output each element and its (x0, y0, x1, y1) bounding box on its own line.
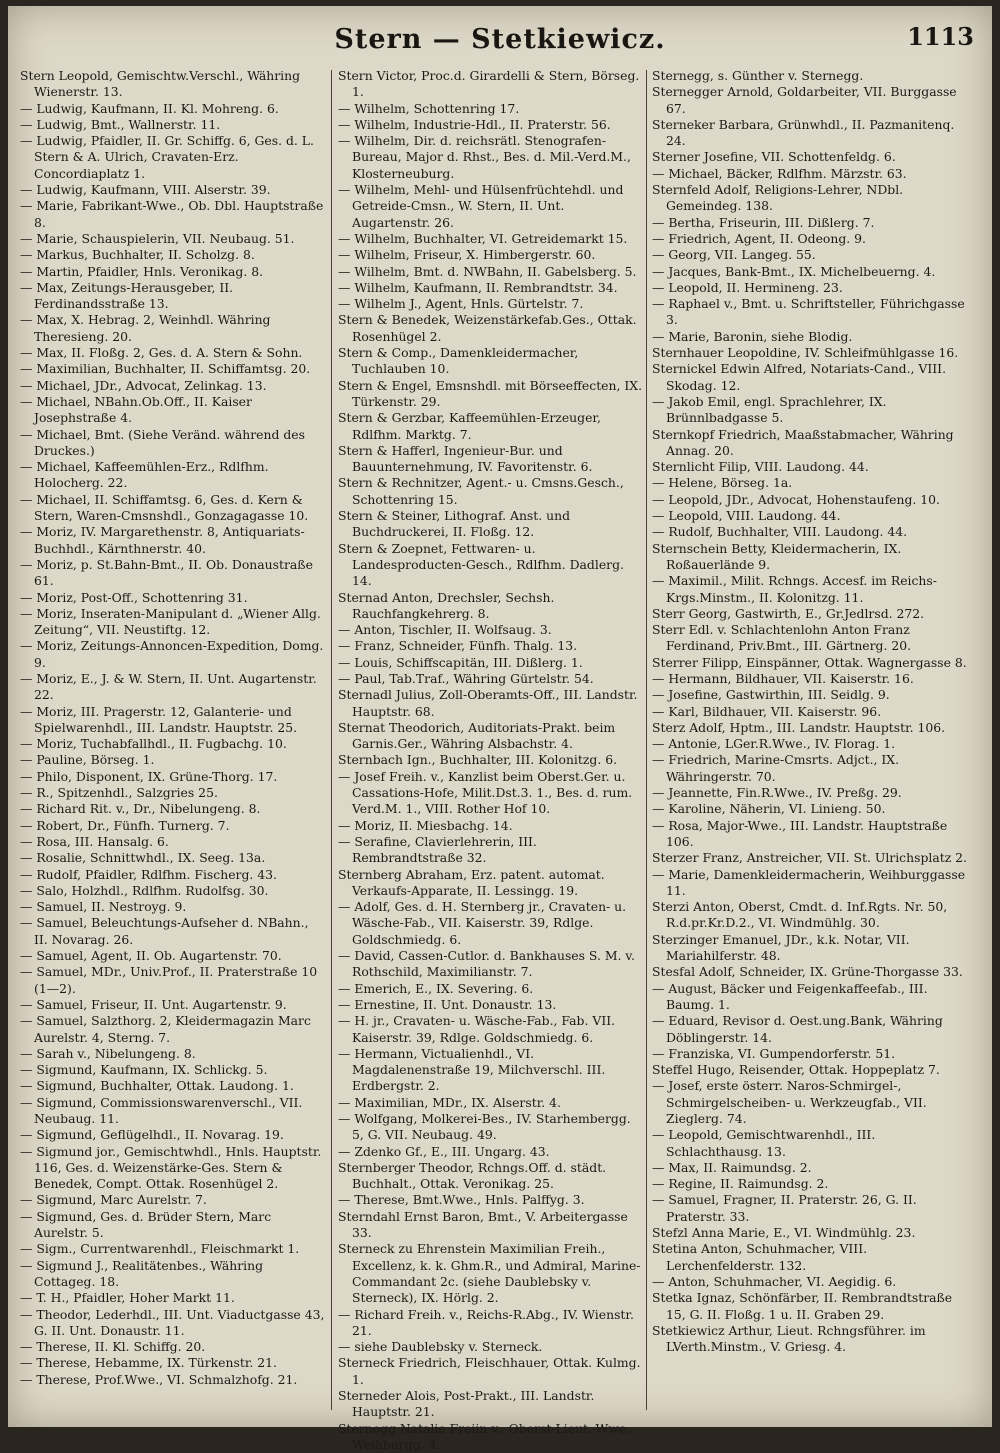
directory-entry: — Max, X. Hebrag. 2, Weinhdl. Währing Theresieng. 20. (20, 312, 271, 344)
directory-entry: — Michael, Kaffeemühlen-Erz., Rdlfhm. Holocherg. 22. (20, 459, 269, 491)
directory-entry: — H. jr., Cravaten- u. Wäsche-Fab., Fab. VII. Kaiserstr. 39, Rdlge. Goldschmiedg. 6. (338, 1013, 616, 1045)
directory-entry: — Maximilian, Buchhalter, II. Schiffamtsg. 20. (20, 361, 311, 377)
directory-entry: — Regine, II. Raimundsg. 2. (652, 1176, 829, 1192)
directory-entry: — Anton, Schuhmacher, VI. Aegidig. 6. (652, 1273, 897, 1289)
directory-entry: — Marie, Schauspielerin, VII. Neubaug. 51. (20, 230, 295, 246)
directory-entry: — Moriz, IV. Margarethenstr. 8, Antiquariats-Buchhdl., Kärnthnerstr. 40. (20, 524, 305, 556)
directory-entry: — Antonie, LGer.R.Wwe., IV. Florag. 1. (652, 736, 896, 752)
directory-entry: Sternfeld Adolf, Religions-Lehrer, NDbl. Gemeindeg. 138. (652, 182, 904, 214)
directory-entry: Stetina Anton, Schuhmacher, VIII. Lerchenfelderstr. 132. (652, 1241, 868, 1273)
directory-entry: Sterneck zu Ehrenstein Maximilian Freih., Excellenz, k. k. Ghm.R., und Admiral, Marine-Commandant 2c. (siehe Daublebsky v. Sterneck), IX. Hörlg. 2. (338, 1241, 641, 1306)
directory-entry: Sternegg Natalie Freiin v., Oberst-Lieut.-Wwe., Weihburgg. 4. (338, 1420, 635, 1452)
directory-entry: — Samuel, Agent, II. Ob. Augartenstr. 70. (20, 948, 282, 964)
directory-entry: — Samuel, Beleuchtungs-Aufseher d. NBahn., II. Novarag. 26. (20, 915, 309, 947)
directory-entry: — Rosa, Major-Wwe., III. Landstr. Hauptstraße 106. (652, 817, 948, 849)
directory-entry: Sternadl Julius, Zoll-Oberamts-Off., III. Landstr. Hauptstr. 68. (338, 687, 638, 719)
directory-entry: — Sigmund J., Realitätenbes., Währing Cottageg. 18. (20, 1257, 264, 1289)
directory-entry: — Friedrich, Marine-Cmsrts. Adjct., IX. Währingerstr. 70. (652, 752, 900, 784)
directory-entry: Stetka Ignaz, Schönfärber, II. Rembrandtstraße 15, G. II. Floßg. 1 u. II. Graben 29. (652, 1290, 953, 1322)
directory-entry: Sterneker Barbara, Grünwhdl., II. Pazmanitenq. 24. (652, 116, 955, 149)
directory-entry: — Friedrich, Agent, II. Odeong. 9. (652, 230, 866, 246)
directory-entry: — Ernestine, II. Unt. Donaustr. 13. (338, 996, 557, 1012)
directory-entry: — Ludwig, Bmt., Wallnerstr. 11. (20, 116, 221, 132)
directory-entry: — Wolfgang, Molkerei-Bes., IV. Starhembergg. 5, G. VII. Neubaug. 49. (338, 1111, 631, 1143)
directory-entry: — Ludwig, Kaufmann, VIII. Alserstr. 39. (20, 182, 271, 198)
directory-entry: — Rosa, III. Hansalg. 6. (20, 833, 169, 849)
directory-entry: Sternickel Edwin Alfred, Notariats-Cand., VIII. Skodag. 12. (652, 361, 947, 393)
directory-entry: — Zdenko Gf., E., III. Ungarg. 43. (338, 1143, 550, 1159)
directory-entry: — Moriz, III. Pragerstr. 12, Galanterie- und Spielwarenhdl., III. Landstr. Hauptstr. 25. (20, 703, 298, 735)
directory-entry: Stern & Hafferl, Ingenieur-Bur. und Bauunternehmung, IV. Favoritenstr. 6. (338, 442, 593, 475)
directory-entry: Steffel Hugo, Reisender, Ottak. Hoppeplatz 7. (652, 1062, 940, 1078)
directory-entry: — Moriz, Post-Off., Schottenring 31. (20, 589, 248, 605)
directory-entry: — Therese, Prof.Wwe., VI. Schmalzhofg. 21. (20, 1371, 298, 1387)
directory-entry: Sterndahl Ernst Baron, Bmt., V. Arbeitergasse 33. (338, 1208, 628, 1241)
directory-entry: — Paul, Tab.Traf., Währing Gürtelstr. 54. (338, 670, 594, 686)
directory-entry: Stern Victor, Proc.d. Girardelli & Stern, Börseg. 1. (338, 68, 640, 100)
page-header (8, 20, 992, 60)
directory-entry: — Wilhelm, Kaufmann, II. Rembrandtstr. 34. (338, 279, 618, 295)
directory-entry: Stern Leopold, Gemischtw.Verschl., Währing Wienerstr. 13. (20, 68, 301, 100)
directory-entry: — Josef Freih. v., Kanzlist beim Oberst.Ger. u. Cassations-Hofe, Milit.Dst.3. 1., Bes. d. rum. Verd.M. 1., VIII. Rother Hof 10. (338, 768, 633, 817)
directory-entry: Sterneder Alois, Post-Prakt., III. Landstr. Hauptstr. 21. (338, 1388, 595, 1420)
directory-entry: — Louis, Schiffscapitän, III. Dißlerg. 1. (338, 654, 583, 670)
directory-entry: — Samuel, II. Nestroyg. 9. (20, 899, 187, 915)
directory-entry: — Therese, Hebamme, IX. Türkenstr. 21. (20, 1355, 277, 1371)
directory-entry: — Karl, Bildhauer, VII. Kaiserstr. 96. (652, 703, 882, 719)
directory-entry: — Rudolf, Pfaidler, Rdlfhm. Fischerg. 43. (20, 866, 277, 882)
directory-entry: — Wilhelm, Buchhalter, VI. Getreidemarkt 15. (338, 230, 628, 246)
directory-entry: — Theodor, Lederhdl., III. Unt. Viaductgasse 43, G. II. Unt. Donaustr. 11. (20, 1306, 325, 1338)
column-2 (338, 68, 643, 1452)
directory-entry: Stern & Engel, Emsnshdl. mit Börseeffecten, IX. Türkenstr. 29. (338, 377, 643, 409)
directory-entry: — Philo, Disponent, IX. Grüne-Thorg. 17. (20, 768, 278, 784)
directory-entry: — Georg, VII. Langeg. 55. (652, 247, 816, 263)
directory-entry: — Leopold, VIII. Laudong. 44. (652, 508, 841, 524)
directory-entry: — Markus, Buchhalter, II. Scholzg. 8. (20, 247, 255, 263)
directory-entry: — Moriz, Inseraten-Manipulant d. „Wiener Allg. Zeitung“, VII. Neustiftg. 12. (20, 605, 321, 638)
directory-entry: Stesfal Adolf, Schneider, IX. Grüne-Thorgasse 33. (652, 964, 963, 980)
directory-entry: — Moriz, II. Miesbachg. 14. (338, 817, 513, 833)
directory-entry: — Hermann, Victualienhdl., VI. Magdalenenstraße 19, Milchverschl. III. Erdbergstr. 2. (338, 1045, 606, 1094)
directory-entry: — Franziska, VI. Gumpendorferstr. 51. (652, 1045, 896, 1061)
directory-entry: Sterr Georg, Gastwirth, E., Gr.Jedlrsd. 272. (652, 605, 925, 621)
directory-entry: — Michael, NBahn.Ob.Off., II. Kaiser Josephstraße 4. (20, 393, 252, 426)
directory-entry: — August, Bäcker und Feigenkaffeefab., III. Baumg. 1. (652, 980, 928, 1012)
directory-entry: — Josef, erste österr. Naros-Schmirgel-, Schmirgelscheiben- u. Werkzeugfab., VII. Zieglerg. 74. (652, 1078, 927, 1126)
directory-entry: — Max, Zeitungs-Herausgeber, II. Ferdinandsstraße 13. (20, 279, 234, 312)
directory-entry: — Marie, Baronin, siehe Blodig. (652, 328, 853, 344)
directory-entry: Stern & Comp., Damenkleidermacher, Tuchlauben 10. (338, 345, 579, 377)
directory-entry: — Wilhelm, Mehl- und Hülsenfrüchtehdl. und Getreide-Cmsn., W. Stern, II. Unt. Augartenstr. 26. (338, 182, 624, 230)
directory-entry: — T. H., Pfaidler, Hoher Markt 11. (20, 1290, 235, 1306)
directory-entry: — Helene, Börseg. 1a. (652, 475, 793, 491)
column-1 (20, 68, 325, 1418)
directory-entry: — Wilhelm, Bmt. d. NWBahn, II. Gabelsberg. 5. (338, 263, 637, 279)
directory-entry: Sternbach Ign., Buchhalter, III. Kolonitzg. 6. (338, 752, 618, 768)
directory-entry: Stern & Benedek, Weizenstärkefab.Ges., Ottak. Rosenhügel 2. (338, 312, 637, 344)
directory-entry: — Leopold, Gemischtwarenhdl., III. Schlachthausg. 13. (652, 1127, 876, 1159)
directory-entry: — Michael, Bmt. (Siehe Veränd. während des Druckes.) (20, 426, 305, 458)
directory-entry: Sternberg Abraham, Erz. patent. automat. Verkaufs-Apparate, II. Lessingg. 19. (338, 866, 605, 898)
directory-entry: — Wilhelm, Industrie-Hdl., II. Praterstr. 56. (338, 116, 611, 132)
directory-entry: Stern & Rechnitzer, Agent.- u. Cmsns.Gesch., Schottenring 15. (338, 475, 624, 507)
directory-entry: — Wilhelm, Dir. d. reichsrätl. Stenografen-Bureau, Major d. Rhst., Bes. d. Mil.-Verd.M., Klosterneuburg. (338, 133, 631, 181)
directory-entry: — Wilhelm, Schottenring 17. (338, 100, 520, 116)
directory-entry: — Anton, Tischler, II. Wolfsaug. 3. (338, 622, 552, 638)
directory-entry: — Maximilian, MDr., IX. Alserstr. 4. (338, 1094, 561, 1110)
directory-entry: — Martin, Pfaidler, Hnls. Veronikag. 8. (20, 263, 264, 279)
directory-entry: — Wilhelm, Friseur, X. Himbergerstr. 60. (338, 247, 596, 263)
directory-entry: — Sigmund, Marc Aurelstr. 7. (20, 1192, 207, 1208)
page-title: Stern — Stetkiewicz. (334, 24, 666, 55)
directory-entry: — Raphael v., Bmt. u. Schriftsteller, Führichgasse 3. (652, 296, 965, 328)
directory-entry: — Wilhelm J., Agent, Hnls. Gürtelstr. 7. (338, 296, 584, 312)
directory-entry: — Hermann, Bildhauer, VII. Kaiserstr. 16. (652, 670, 914, 686)
directory-entry: — Sigmund jor., Gemischtwhdl., Hnls. Hauptstr. 116, Ges. d. Weizenstärke-Ges. Stern & Benedek, Compt. Ottak. Rosenhügel 2. (20, 1143, 322, 1192)
directory-entry: — Sigmund, Ges. d. Brüder Stern, Marc Aurelstr. 5. (20, 1208, 272, 1241)
directory-entry: Stern & Steiner, Lithograf. Anst. und Buchdruckerei, II. Floßg. 12. (338, 508, 571, 540)
directory-entry: — Jeannette, Fin.R.Wwe., IV. Preßg. 29. (652, 785, 902, 801)
directory-entry: — Sigmund, Geflügelhdl., II. Novarag. 19. (20, 1127, 284, 1143)
directory-entry: — Josefine, Gastwirthin, III. Seidlg. 9. (652, 687, 890, 703)
directory-entry: Sternschein Betty, Kleidermacherin, IX. Roßauerlände 9. (652, 540, 902, 572)
directory-entry: Sternkopf Friedrich, Maaßstabmacher, Währing Annag. 20. (652, 426, 954, 458)
directory-entry: Sterz Adolf, Hptm., III. Landstr. Hauptstr. 106. (652, 719, 946, 735)
directory-entry: Sterrer Filipp, Einspänner, Ottak. Wagnergasse 8. (652, 654, 967, 670)
directory-entry: Stern & Zoepnet, Fettwaren- u. Landesproducten-Gesch., Rdlfhm. Dadlerg. 14. (338, 540, 624, 589)
directory-entry: — Michael, JDr., Advocat, Zelinkag. 13. (20, 377, 267, 393)
directory-entry: — Maximil., Milit. Rchngs. Accesf. im Reichs-Krgs.Minstm., II. Kolonitzg. 11. (652, 573, 937, 605)
directory-entry: Sterr Edl. v. Schlachtenlohn Anton Franz Ferdinand, Priv.Bmt., III. Gärtnerg. 20. (652, 622, 912, 654)
directory-entry: — Adolf, Ges. d. H. Sternberg jr., Cravaten- u. Wäsche-Fab., VII. Kaiserstr. 39, Rdlge. Goldschmiedg. 6. (338, 899, 627, 947)
directory-entry: — Salo, Holzhdl., Rdlfhm. Rudolfsg. 30. (20, 882, 269, 898)
directory-entry: — Sigmund, Buchhalter, Ottak. Laudong. 1. (20, 1078, 294, 1094)
directory-columns (20, 68, 984, 1452)
column-3 (652, 68, 972, 1418)
directory-entry: — Serafine, Clavierlehrerin, III. Rembrandtstraße 32. (338, 833, 537, 866)
directory-entry: — Moriz, p. St.Bahn-Bmt., II. Ob. Donaustraße 61. (20, 556, 313, 589)
directory-entry: — Moriz, Tuchabfallhdl., II. Fugbachg. 10. (20, 736, 287, 752)
directory-entry: Sternad Anton, Drechsler, Sechsh. Rauchfangkehrerg. 8. (338, 589, 555, 621)
directory-page (8, 6, 992, 1452)
directory-entry: Sternegg, s. Günther v. Sternegg. (652, 68, 864, 83)
page-number: 1113 (907, 22, 974, 51)
directory-entry: — Sigmund, Commissionswarenverschl., VII. Neubaug. 11. (20, 1094, 303, 1126)
directory-entry: — siehe Daublebsky v. Sterneck. (338, 1339, 543, 1355)
directory-entry: — David, Cassen-Cutlor. d. Bankhauses S. M. v. Rothschild, Maximilianstr. 7. (338, 948, 635, 980)
directory-entry: — Emerich, E., IX. Severing. 6. (338, 980, 534, 996)
directory-entry: — Jakob Emil, engl. Sprachlehrer, IX. Brünnlbadgasse 5. (652, 393, 887, 426)
directory-entry: Sternlicht Filip, VIII. Laudong. 44. (652, 459, 869, 475)
directory-entry: — Richard Rit. v., Dr., Nibelungeng. 8. (20, 801, 261, 817)
directory-entry: — Sarah v., Nibelungeng. 8. (20, 1045, 196, 1061)
directory-entry: — Samuel, Salzthorg. 2, Kleidermagazin Marc Aurelstr. 4, Sterng. 7. (20, 1013, 311, 1045)
directory-entry: — Marie, Fabrikant-Wwe., Ob. Dbl. Hauptstraße 8. (20, 198, 324, 230)
directory-entry: — Jacques, Bank-Bmt., IX. Michelbeuerng. 4. (652, 263, 936, 279)
directory-entry: Sternat Theodorich, Auditoriats-Prakt. beim Garnis.Ger., Währing Alsbachstr. 4. (338, 719, 616, 752)
directory-entry: — Rosalie, Schnittwhdl., IX. Seeg. 13a. (20, 850, 266, 866)
directory-entry: — Rudolf, Buchhalter, VIII. Laudong. 44. (652, 524, 908, 540)
directory-entry: — Marie, Damenkleidermacherin, Weihburggasse 11. (652, 866, 966, 898)
directory-entry: Sternegger Arnold, Goldarbeiter, VII. Burggasse 67. (652, 84, 957, 116)
directory-entry: — Therese, II. Kl. Schiffg. 20. (20, 1339, 206, 1355)
directory-entry: — Samuel, MDr., Univ.Prof., II. Praterstraße 10 (1—2). (20, 964, 318, 996)
directory-entry: — Franz, Schneider, Fünfh. Thalg. 13. (338, 638, 578, 654)
directory-entry: Sterzinger Emanuel, JDr., k.k. Notar, VII. Mariahilferstr. 48. (652, 931, 910, 964)
directory-entry: — Pauline, Börseg. 1. (20, 752, 155, 768)
directory-entry: Sterneck Friedrich, Fleischhauer, Ottak. Kulmg. 1. (338, 1355, 641, 1387)
directory-entry: — Leopold, JDr., Advocat, Hohenstaufeng. 10. (652, 491, 940, 507)
directory-entry: Sterzi Anton, Oberst, Cmdt. d. Inf.Rgts. Nr. 50, R.d.pr.Kr.D.2., VI. Windmühlg. 30. (652, 899, 948, 931)
directory-entry: — Samuel, Fragner, II. Praterstr. 26, G. II. Praterstr. 33. (652, 1192, 917, 1224)
directory-entry: Stetkiewicz Arthur, Lieut. Rchngsführer. im LVerth.Minstm., V. Griesg. 4. (652, 1322, 926, 1355)
directory-entry: Sterzer Franz, Anstreicher, VII. St. Ulrichsplatz 2. (652, 850, 967, 866)
directory-entry: — Robert, Dr., Fünfh. Turnerg. 7. (20, 817, 230, 833)
directory-entry: — Bertha, Friseurin, III. Dißlerg. 7. (652, 214, 875, 230)
directory-entry: Sternberger Theodor, Rchngs.Off. d. städt. Buchhalt., Ottak. Veronikag. 25. (338, 1159, 607, 1192)
directory-entry: — Eduard, Revisor d. Oest.ung.Bank, Währing Döblingerstr. 14. (652, 1013, 943, 1045)
directory-entry: — Max, II. Raimundsg. 2. (652, 1159, 812, 1175)
directory-entry: Stern & Gerzbar, Kaffeemühlen-Erzeuger, Rdlfhm. Marktg. 7. (338, 410, 601, 442)
directory-entry: — Richard Freih. v., Reichs-R.Abg., IV. Wienstr. 21. (338, 1306, 634, 1338)
directory-entry: — Max, II. Floßg. 2, Ges. d. A. Stern & Sohn. (20, 345, 303, 361)
directory-entry: — Therese, Bmt.Wwe., Hnls. Palffyg. 3. (338, 1192, 585, 1208)
directory-entry: Sternhauer Leopoldine, IV. Schleifmühlgasse 16. (652, 345, 959, 361)
directory-entry: — Michael, Bäcker, Rdlfhm. Märzstr. 63. (652, 165, 907, 181)
directory-entry: Sterner Josefine, VII. Schottenfeldg. 6. (652, 149, 896, 165)
directory-entry: — R., Spitzenhdl., Salzgries 25. (20, 785, 218, 801)
directory-entry: — Sigm., Currentwarenhdl., Fleischmarkt 1. (20, 1241, 300, 1257)
directory-entry: — Moriz, E., J. & W. Stern, II. Unt. Augartenstr. 22. (20, 670, 317, 703)
directory-entry: — Sigmund, Kaufmann, IX. Schlickg. 5. (20, 1062, 268, 1078)
directory-entry: — Samuel, Friseur, II. Unt. Augartenstr. 9. (20, 996, 287, 1012)
directory-entry: — Leopold, II. Hermineng. 23. (652, 279, 843, 295)
directory-entry: — Moriz, Zeitungs-Annoncen-Expedition, Domg. 9. (20, 638, 324, 670)
directory-entry: — Ludwig, Pfaidler, II. Gr. Schiffg. 6, Ges. d. L. Stern & A. Ulrich, Cravaten-Erz. Concordiaplatz 1. (20, 133, 314, 181)
directory-entry: — Karoline, Näherin, VI. Linieng. 50. (652, 801, 886, 817)
directory-entry: Stefzl Anna Marie, E., VI. Windmühlg. 23. (652, 1225, 916, 1241)
directory-entry: — Michael, II. Schiffamtsg. 6, Ges. d. Kern & Stern, Waren-Cmsnshdl., Gonzagagasse 10. (20, 491, 309, 524)
directory-entry: — Ludwig, Kaufmann, II. Kl. Mohreng. 6. (20, 100, 279, 116)
